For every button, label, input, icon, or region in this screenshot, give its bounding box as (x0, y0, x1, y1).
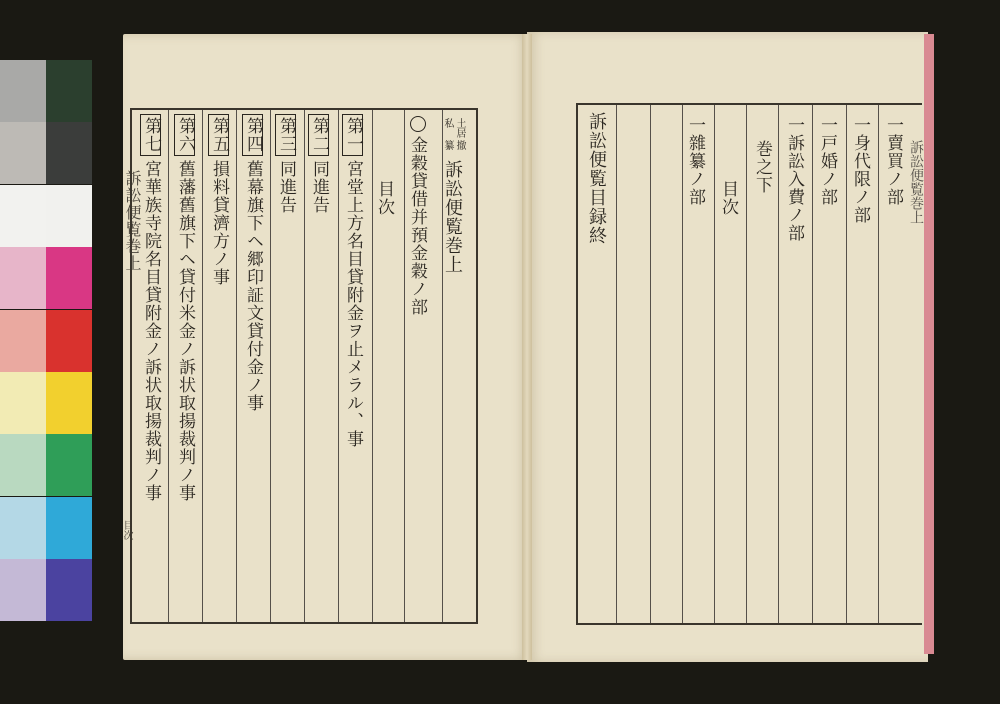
column-rule (270, 110, 271, 622)
item-text-3: 同進告 (276, 160, 296, 214)
color-swatch (46, 497, 92, 559)
color-swatch (46, 559, 92, 621)
entry-2: 一身代限ノ部 (850, 116, 870, 224)
right-edge-title: 訴訟便覧巻上 (908, 140, 924, 224)
column-rule (168, 110, 169, 622)
item-text-4: 舊幕旗下ヘ郷印証文貸付金ノ事 (243, 160, 263, 412)
end-mark: 訴訟便覧目録終 (586, 112, 607, 245)
color-swatch (46, 247, 92, 309)
left-margin-title: 訴訟便覧巻上 (123, 170, 142, 272)
color-swatch (0, 497, 46, 559)
book-title: 訴訟便覧巻上 (442, 160, 463, 274)
book-gutter (522, 34, 532, 660)
section-title: 金穀貸借并預金穀ノ部 (407, 136, 427, 316)
color-checker (0, 60, 92, 622)
color-swatch (46, 185, 92, 247)
column-rule (682, 105, 683, 623)
column-rule (404, 110, 405, 622)
item-text-7: 宮華族寺院名目貸附金ノ訴状取揚裁判ノ事 (141, 160, 161, 502)
item-num-3: 第三 (275, 114, 296, 156)
column-rule (616, 105, 617, 623)
color-swatch (0, 372, 46, 434)
page-edge (924, 34, 934, 654)
color-swatch (0, 434, 46, 496)
color-swatch (46, 310, 92, 372)
item-text-5: 損料貸濟方ノ事 (209, 160, 229, 286)
color-swatch (46, 122, 92, 184)
entry-3: 一戸婚ノ部 (817, 116, 837, 206)
author-top: 土居 (454, 118, 465, 138)
item-num-4: 第四 (242, 114, 263, 156)
column-rule (304, 110, 305, 622)
author-bottom-2: 纂 (442, 140, 453, 150)
entry-5: 一雜纂ノ部 (685, 116, 705, 206)
color-swatch (0, 60, 46, 122)
author-bottom: 私 (442, 118, 453, 128)
author-top-2: 撤 (454, 140, 465, 150)
column-rule (746, 105, 747, 623)
color-swatch (46, 60, 92, 122)
entry-4: 一訴訟入費ノ部 (784, 116, 804, 242)
item-num-2: 第二 (308, 114, 329, 156)
column-rule (778, 105, 779, 623)
color-swatch (0, 247, 46, 309)
volume-heading: 巻之下 (752, 140, 772, 194)
color-swatch (46, 372, 92, 434)
column-rule (650, 105, 651, 623)
item-num-6: 第六 (174, 114, 195, 156)
column-rule (338, 110, 339, 622)
entry-1: 一賣買ノ部 (883, 116, 903, 206)
color-swatch (0, 185, 46, 247)
column-rule (202, 110, 203, 622)
color-swatch (0, 122, 46, 184)
item-text-2: 同進告 (309, 160, 329, 214)
item-text-6: 舊藩舊旗下ヘ貸付米金ノ訴状取揚裁判ノ事 (175, 160, 195, 502)
toc-label-left: 目次 (374, 180, 394, 216)
toc-label-right: 目次 (718, 180, 738, 216)
column-rule (372, 110, 373, 622)
column-rule (236, 110, 237, 622)
section-circle-icon (410, 116, 426, 136)
column-rule (846, 105, 847, 623)
color-swatch (0, 310, 46, 372)
left-margin-foot: 目次 (121, 520, 132, 540)
color-swatch (0, 559, 46, 621)
toc-frame-right (576, 103, 922, 625)
item-num-7: 第七 (140, 114, 161, 156)
column-rule (878, 105, 879, 623)
item-num-1: 第一 (342, 114, 363, 156)
column-rule (714, 105, 715, 623)
column-rule (812, 105, 813, 623)
color-swatch (46, 434, 92, 496)
item-text-1: 宮堂上方名目貸附金ヲ止メラル、事 (343, 160, 363, 448)
item-num-5: 第五 (208, 114, 229, 156)
